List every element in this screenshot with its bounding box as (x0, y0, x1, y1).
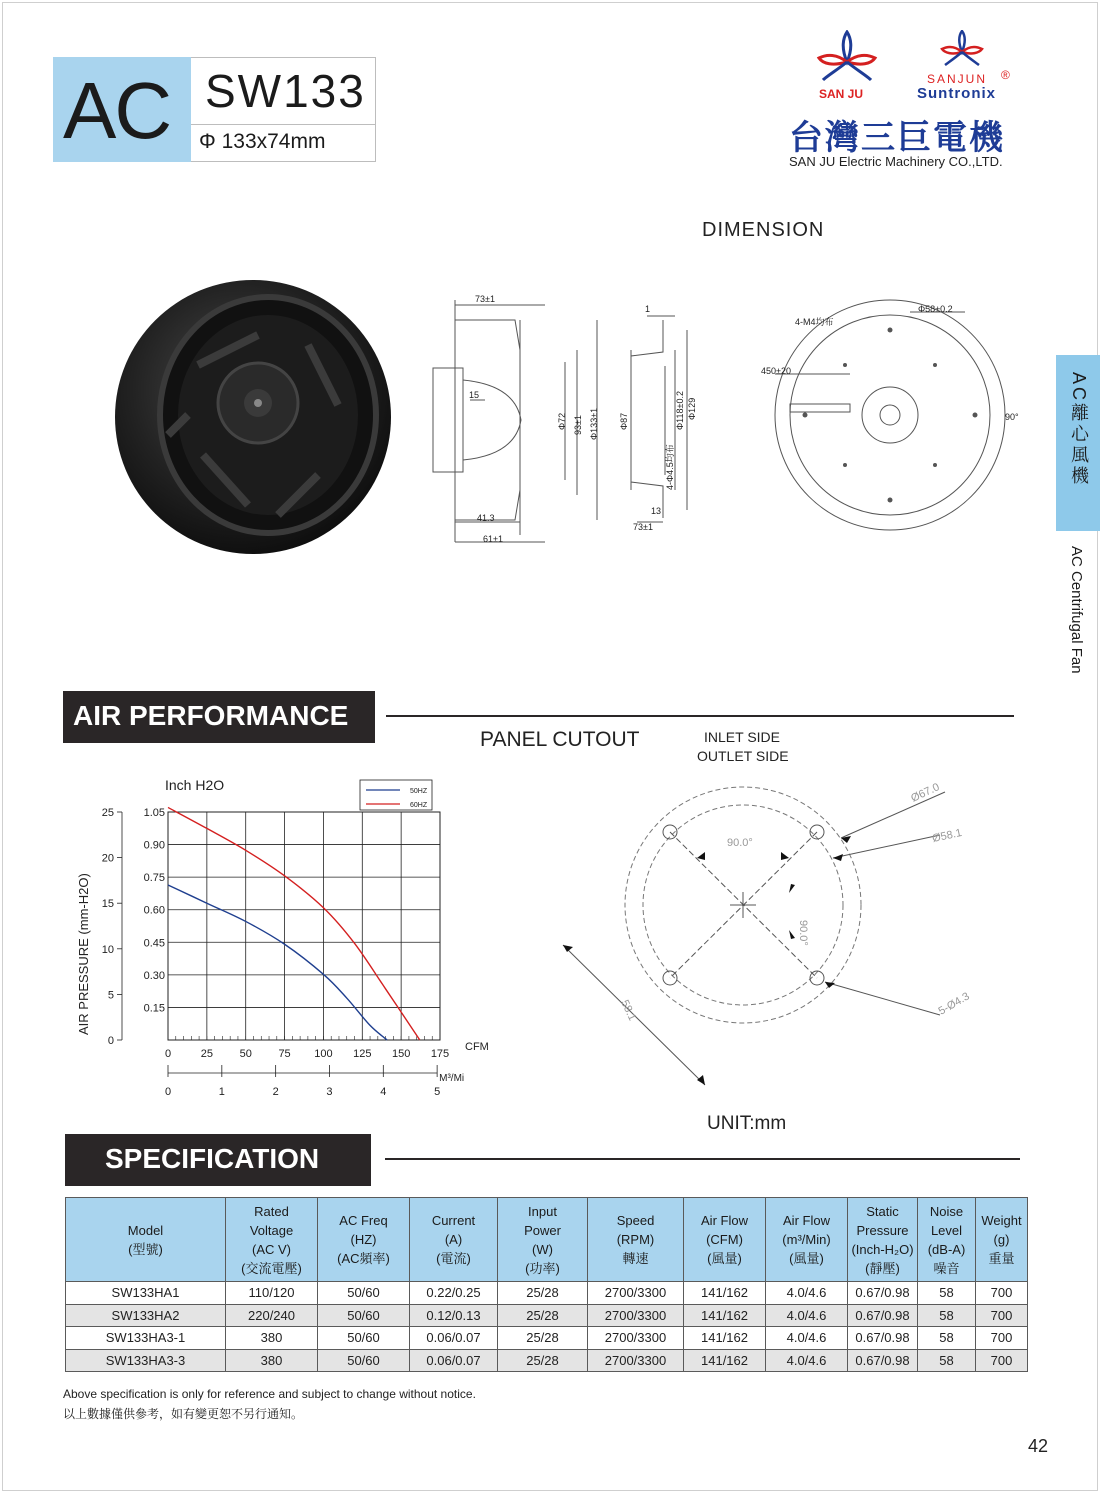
spec-col-header (684, 1198, 766, 1282)
table-cell: SW133HA3-1 (66, 1327, 226, 1350)
spec-col-header-line: 重量 (988, 1251, 1015, 1266)
dim-phi87: Φ87 (619, 412, 629, 430)
title-block (53, 57, 376, 162)
registered-mark: ® (1001, 68, 1010, 82)
side-tab-label: AC離心風機 (1069, 372, 1089, 488)
table-cell: 50/60 (318, 1349, 410, 1372)
table-cell: 700 (976, 1282, 1028, 1305)
table-cell: 380 (226, 1349, 318, 1372)
spec-col-header-line: 噪音 (933, 1260, 960, 1276)
table-cell: 50/60 (318, 1304, 410, 1327)
spec-col-header-line: (AC V) (252, 1241, 291, 1257)
spec-col-header-line: (AC頻率) (337, 1251, 390, 1266)
y-tick-inch-label: 0.15 (143, 1002, 165, 1015)
x-secondary-label: M³/Mi (439, 1073, 465, 1084)
cutout-phi58: Ø58.1 (931, 826, 963, 845)
table-cell: 2700/3300 (588, 1327, 684, 1350)
dim-phi58: Φ58±0.2 (918, 304, 953, 314)
x-tick-label: 75 (278, 1048, 291, 1060)
table-cell: 110/120 (226, 1282, 318, 1305)
spec-col-header (226, 1198, 318, 1282)
table-cell: 4.0/4.6 (766, 1282, 848, 1305)
table-cell: 700 (976, 1327, 1028, 1350)
note-english: Above specification is only for reference and subject to change without notice. (63, 1387, 476, 1401)
spec-body (66, 1282, 1028, 1372)
chart-title: Inch H2O (165, 777, 225, 793)
table-cell: 380 (226, 1327, 318, 1350)
cutout-dim: 58.1 (618, 998, 639, 1023)
spec-col-header-line: (電流) (436, 1251, 471, 1266)
brand-suntronix: Suntronix (917, 85, 996, 102)
spec-col-header-line: Input (528, 1203, 557, 1219)
x-secondary-tick-label: 0 (164, 1086, 172, 1098)
table-row (66, 1327, 1028, 1350)
spec-col-header-line: (型號) (128, 1241, 163, 1257)
table-cell: 700 (976, 1304, 1028, 1327)
table-cell: 0.67/0.98 (848, 1282, 918, 1305)
page-number: 42 (1028, 1436, 1049, 1456)
spec-table (65, 1197, 1028, 1372)
x-tick-label: 100 (314, 1048, 333, 1060)
spec-col-header-line: (m³/Min) (782, 1232, 831, 1247)
spec-col-header (588, 1198, 684, 1282)
dim-phi72: Φ72 (557, 412, 567, 430)
y-tick-mm-label: 0 (107, 1035, 114, 1047)
dim-phi129: Φ129 (687, 397, 697, 420)
spec-col-header (318, 1198, 410, 1282)
table-cell: 58 (918, 1304, 976, 1327)
air-performance-chart (60, 770, 500, 1110)
table-cell: 141/162 (684, 1282, 766, 1305)
table-cell: 0.67/0.98 (848, 1349, 918, 1372)
table-cell: 141/162 (684, 1304, 766, 1327)
x-tick-label: 150 (391, 1048, 411, 1060)
spec-col-header (66, 1198, 226, 1282)
model-size: Φ 133x74mm (199, 130, 326, 153)
panel-cutout-drawing (545, 770, 995, 1100)
table-cell: 58 (918, 1327, 976, 1350)
y-tick-inch-label: 0.30 (143, 969, 165, 982)
spec-header-row (66, 1198, 1028, 1282)
spec-col-header-line: (RPM) (616, 1232, 655, 1247)
table-cell: 4.0/4.6 (766, 1304, 848, 1327)
table-cell: SW133HA2 (66, 1304, 226, 1327)
cutout-angle-right: 90.0° (797, 920, 809, 946)
dim-phi133: Φ133±1 (589, 407, 599, 440)
spec-col-header-line: Weight (981, 1213, 1022, 1228)
table-cell: 50/60 (318, 1282, 410, 1305)
table-cell: 25/28 (498, 1282, 588, 1305)
x-axis-label: CFM (465, 1041, 489, 1053)
y-axis-label: AIR PRESSURE (mm-H2O) (76, 873, 91, 1035)
dim-phi118: Φ118±0.2 (675, 391, 685, 430)
ac-label: AC (63, 66, 171, 155)
table-cell: SW133HA1 (66, 1282, 226, 1305)
spec-col-header-line: Pressure (856, 1222, 909, 1238)
table-cell: 0.12/0.13 (410, 1304, 498, 1327)
spec-col-header-line: (風量) (707, 1251, 742, 1266)
x-secondary-tick-label: 3 (326, 1086, 333, 1098)
y-tick-mm-label: 25 (101, 807, 114, 819)
model-box (191, 57, 376, 162)
cutout-angle-top: 90.0° (727, 837, 753, 849)
cutout-holes: 5-Ø4.3 (936, 990, 972, 1018)
x-secondary-tick-label: 4 (380, 1086, 387, 1098)
brand-sanjun: SANJUN (927, 72, 988, 86)
dim-1: 1 (645, 304, 651, 314)
spec-col-header-line: Static (866, 1203, 899, 1219)
table-cell: 58 (918, 1349, 976, 1372)
front-view-drawing (775, 300, 1005, 530)
table-cell: 2700/3300 (588, 1282, 684, 1305)
dim-73: 73±1 (475, 294, 495, 304)
y-tick-inch-label: 1.05 (143, 807, 165, 819)
spec-col-header-line: (g) (993, 1232, 1010, 1247)
outlet-side-label: OUTLET SIDE (697, 748, 789, 764)
spec-col-header-line: Rated (254, 1203, 289, 1219)
x-tick-label: 175 (430, 1048, 450, 1060)
dim-15: 15 (469, 390, 480, 400)
table-cell: 0.06/0.07 (410, 1349, 498, 1372)
side-view-labels (469, 294, 599, 544)
spec-col-header-line: Air Flow (701, 1213, 748, 1228)
table-cell: 141/162 (684, 1327, 766, 1350)
spec-col-header-line: Air Flow (783, 1213, 830, 1228)
legend-label: 60HZ (410, 802, 428, 809)
spec-col-header (976, 1198, 1028, 1282)
unit-label: UNIT:mm (707, 1113, 787, 1134)
spec-col-header (766, 1198, 848, 1282)
dim-61: 61±1 (483, 534, 503, 544)
table-cell: 220/240 (226, 1304, 318, 1327)
air-performance-header: AIR PERFORMANCE (63, 691, 375, 743)
spec-col-header (918, 1198, 976, 1282)
table-cell: 50/60 (318, 1327, 410, 1350)
x-tick-label: 25 (200, 1048, 213, 1060)
brand-chinese-name: 台灣三巨電機 (789, 119, 1005, 157)
spec-col-header-line: (風量) (789, 1251, 824, 1266)
y-tick-mm-label: 10 (101, 943, 114, 956)
dim-holes: 4-Φ4.5均布 (665, 444, 675, 490)
spec-col-header-line: Speed (616, 1213, 655, 1228)
table-cell: SW133HA3-3 (66, 1349, 226, 1372)
table-cell: 2700/3300 (588, 1349, 684, 1372)
legend-label: 50HZ (410, 788, 428, 795)
spec-col-header-line: (Inch-H₂O) (851, 1241, 914, 1257)
table-cell: 2700/3300 (588, 1304, 684, 1327)
x-secondary-tick-label: 1 (218, 1086, 225, 1098)
spec-col-header-line: Level (930, 1222, 963, 1238)
front-view-holes (803, 328, 978, 503)
spec-col-header-line: Current (431, 1213, 476, 1228)
table-cell: 700 (976, 1349, 1028, 1372)
spec-col-header-line: (W) (532, 1241, 553, 1257)
dimension-drawings (425, 290, 1035, 555)
sanjun-emblem-icon (942, 31, 982, 65)
inlet-side-label: INLET SIDE (704, 729, 780, 745)
y-tick-mm-label: 20 (101, 852, 114, 865)
spec-col-header-line: (功率) (525, 1260, 560, 1276)
table-cell: 0.06/0.07 (410, 1327, 498, 1350)
table-cell: 25/28 (498, 1327, 588, 1350)
y-tick-inch-label: 0.75 (143, 872, 165, 885)
spec-col-header-line: Voltage (249, 1222, 294, 1238)
table-cell: 0.67/0.98 (848, 1327, 918, 1350)
brand-english-name: SAN JU Electric Machinery CO.,LTD. (789, 154, 1003, 169)
spec-col-header-line: Power (524, 1222, 561, 1238)
y-tick-inch-label: 0.60 (143, 904, 165, 917)
table-cell: 4.0/4.6 (766, 1327, 848, 1350)
sanju-emblem-icon (819, 32, 875, 80)
y-tick-mm-label: 15 (101, 898, 114, 911)
side-english-label: AC Centrifugal Fan (1068, 546, 1085, 674)
spec-col-header-line: (A) (444, 1232, 463, 1247)
spec-col-header (498, 1198, 588, 1282)
table-cell: 25/28 (498, 1349, 588, 1372)
dim-13: 13 (651, 506, 662, 516)
table-cell: 0.67/0.98 (848, 1304, 918, 1327)
dim-41: 41.3 (477, 513, 495, 523)
spec-col-header-line: (CFM) (706, 1232, 743, 1247)
fan-product-image (108, 275, 393, 557)
series-line-60HZ (168, 807, 420, 1040)
company-logo (785, 30, 1035, 175)
x-tick-label: 0 (164, 1048, 172, 1060)
x-secondary-tick-label: 2 (272, 1086, 279, 1098)
cutout-phi67: Ø67.0 (909, 781, 942, 805)
plot-frame (168, 812, 440, 1040)
y-tick-inch-label: 0.45 (143, 937, 165, 950)
model-name: SW133 (205, 65, 366, 117)
specification-header: SPECIFICATION (65, 1134, 371, 1186)
air-performance-rule (386, 715, 1014, 717)
brand-sanju: SAN JU (819, 87, 864, 101)
dim-lead: 450±20 (761, 366, 791, 376)
series-line-50HZ (168, 885, 387, 1040)
dim-m4: 4-M4均布 (795, 317, 834, 327)
specification-rule (385, 1158, 1020, 1160)
spec-col-header (848, 1198, 918, 1282)
spec-col-header-line: Model (127, 1222, 164, 1238)
x-tick-label: 50 (239, 1048, 252, 1060)
dimension-title: DIMENSION (702, 219, 825, 241)
spec-col-header-line: (HZ) (350, 1232, 377, 1247)
spec-col-header (410, 1198, 498, 1282)
table-row (66, 1282, 1028, 1305)
model-divider (191, 124, 376, 125)
ac-label-box (53, 57, 191, 162)
table-row (66, 1304, 1028, 1327)
panel-cutout-title: PANEL CUTOUT (480, 728, 640, 751)
table-row (66, 1349, 1028, 1372)
spec-col-header-line: (靜壓) (865, 1260, 900, 1276)
table-cell: 4.0/4.6 (766, 1349, 848, 1372)
table-cell: 141/162 (684, 1349, 766, 1372)
spec-col-header-line: AC Freq (339, 1213, 388, 1228)
dim-93: 93±1 (573, 415, 583, 435)
spec-col-header-line: (交流電壓) (241, 1260, 302, 1276)
note-chinese: 以上數據僅供參考，如有變更恕不另行通知。 (63, 1407, 304, 1421)
x-secondary-tick-label: 5 (434, 1086, 441, 1098)
table-cell: 25/28 (498, 1304, 588, 1327)
dim-90: 90° (1005, 412, 1019, 422)
table-cell: 0.22/0.25 (410, 1282, 498, 1305)
y-tick-mm-label: 5 (107, 989, 114, 1002)
spec-col-header-line: (dB-A) (927, 1241, 966, 1257)
x-tick-label: 125 (353, 1048, 372, 1060)
dim-73b: 73±1 (633, 522, 653, 532)
table-cell: 58 (918, 1282, 976, 1305)
spec-col-header-line: 轉速 (622, 1251, 649, 1266)
y-tick-inch-label: 0.90 (143, 839, 165, 852)
spec-col-header-line: Noise (929, 1203, 964, 1219)
